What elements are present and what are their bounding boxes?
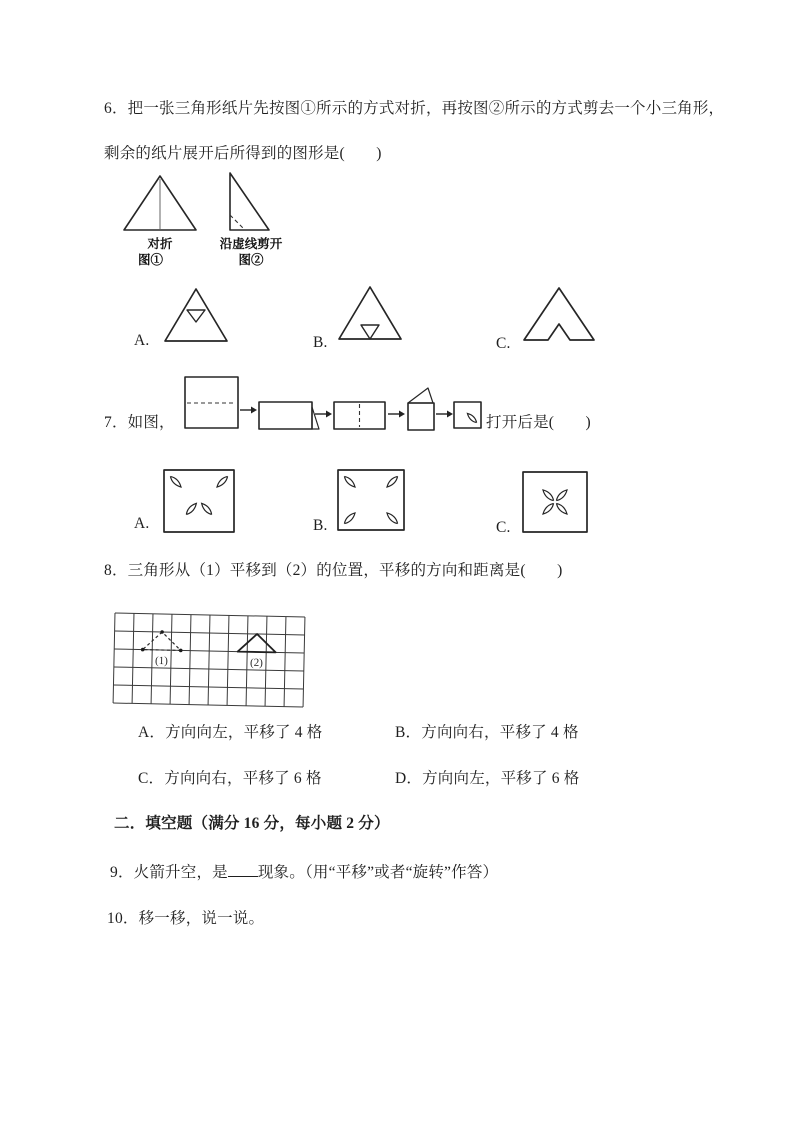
section-2-title: 二．填空题（满分 16 分，每小题 2 分）: [114, 815, 390, 832]
grid-lines: [113, 613, 305, 707]
q7-option-c-figure: [520, 470, 590, 534]
solid-triangle: [238, 634, 276, 653]
q7-step5-cut-square: [453, 400, 485, 430]
arrow-icon: [240, 405, 257, 415]
q6-stem-line2: 剩余的纸片展开后所得到的图形是( ): [104, 145, 382, 162]
grid-label-1: (1): [154, 654, 169, 668]
q8-option-d: D．方向向左，平移了 6 格: [395, 770, 580, 787]
q9-stem: [110, 862, 498, 882]
q6-fig2-label: 图②: [238, 253, 264, 267]
arrow-icon: [315, 409, 332, 419]
q7-stem-prefix: 7．如图，: [104, 414, 175, 431]
q7-option-a-label: A.: [134, 515, 150, 532]
q6-fold-triangle-figure: [120, 172, 200, 234]
arrow-icon: [436, 409, 453, 419]
q6-cut-triangle-figure: [224, 170, 274, 234]
q8-option-a: A．方向向左，平移了 4 格: [138, 724, 323, 741]
q7-option-a-figure: [162, 468, 236, 534]
q6-fig1-label: 图①: [138, 253, 164, 267]
q6-fig2-caption: 沿虚线剪开: [219, 237, 283, 251]
q7-option-c-label: C.: [496, 519, 511, 536]
q6-option-a-label: A.: [134, 332, 150, 349]
q8-option-b: B．方向向右，平移了 4 格: [395, 724, 579, 741]
q9-text-pre: 9．火箭升空，是: [110, 864, 228, 881]
q8-grid-figure: [112, 612, 306, 708]
q6-stem-line1: 6．把一张三角形纸片先按图①所示的方式对折，再按图②所示的方式剪去一个小三角形，: [104, 100, 725, 117]
q6-option-a-figure: [162, 286, 230, 344]
grid-label-2: (2): [249, 656, 264, 670]
q6-option-b-label: B.: [313, 334, 328, 351]
dashed-triangle: [141, 630, 183, 652]
q6-option-c-label: C.: [496, 335, 511, 352]
q8-option-c: C．方向向右，平移了 6 格: [138, 770, 322, 787]
q7-step1-square: [184, 376, 240, 430]
arrow-icon: [388, 409, 405, 419]
q9-text-post: 现象。（用“平移”或者“旋转”作答）: [257, 864, 499, 881]
q9-answer-blank: [228, 862, 258, 877]
q8-stem: 8．三角形从（1）平移到（2）的位置，平移的方向和距离是( ): [104, 562, 563, 579]
q6-option-c-figure: [520, 284, 598, 344]
q7-stem-suffix: 打开后是( ): [486, 414, 591, 431]
q6-fig1-caption: 对折: [147, 237, 173, 251]
q7-step3-rect-dashed: [333, 399, 387, 432]
q7-option-b-figure: [336, 468, 406, 532]
q7-step2-folded-rect: [258, 399, 322, 432]
q7-option-b-label: B.: [313, 517, 328, 534]
q6-option-b-figure: [336, 284, 404, 342]
q10-stem: 10．移一移，说一说。: [107, 910, 265, 927]
q7-step4-folded-square: [405, 385, 439, 433]
